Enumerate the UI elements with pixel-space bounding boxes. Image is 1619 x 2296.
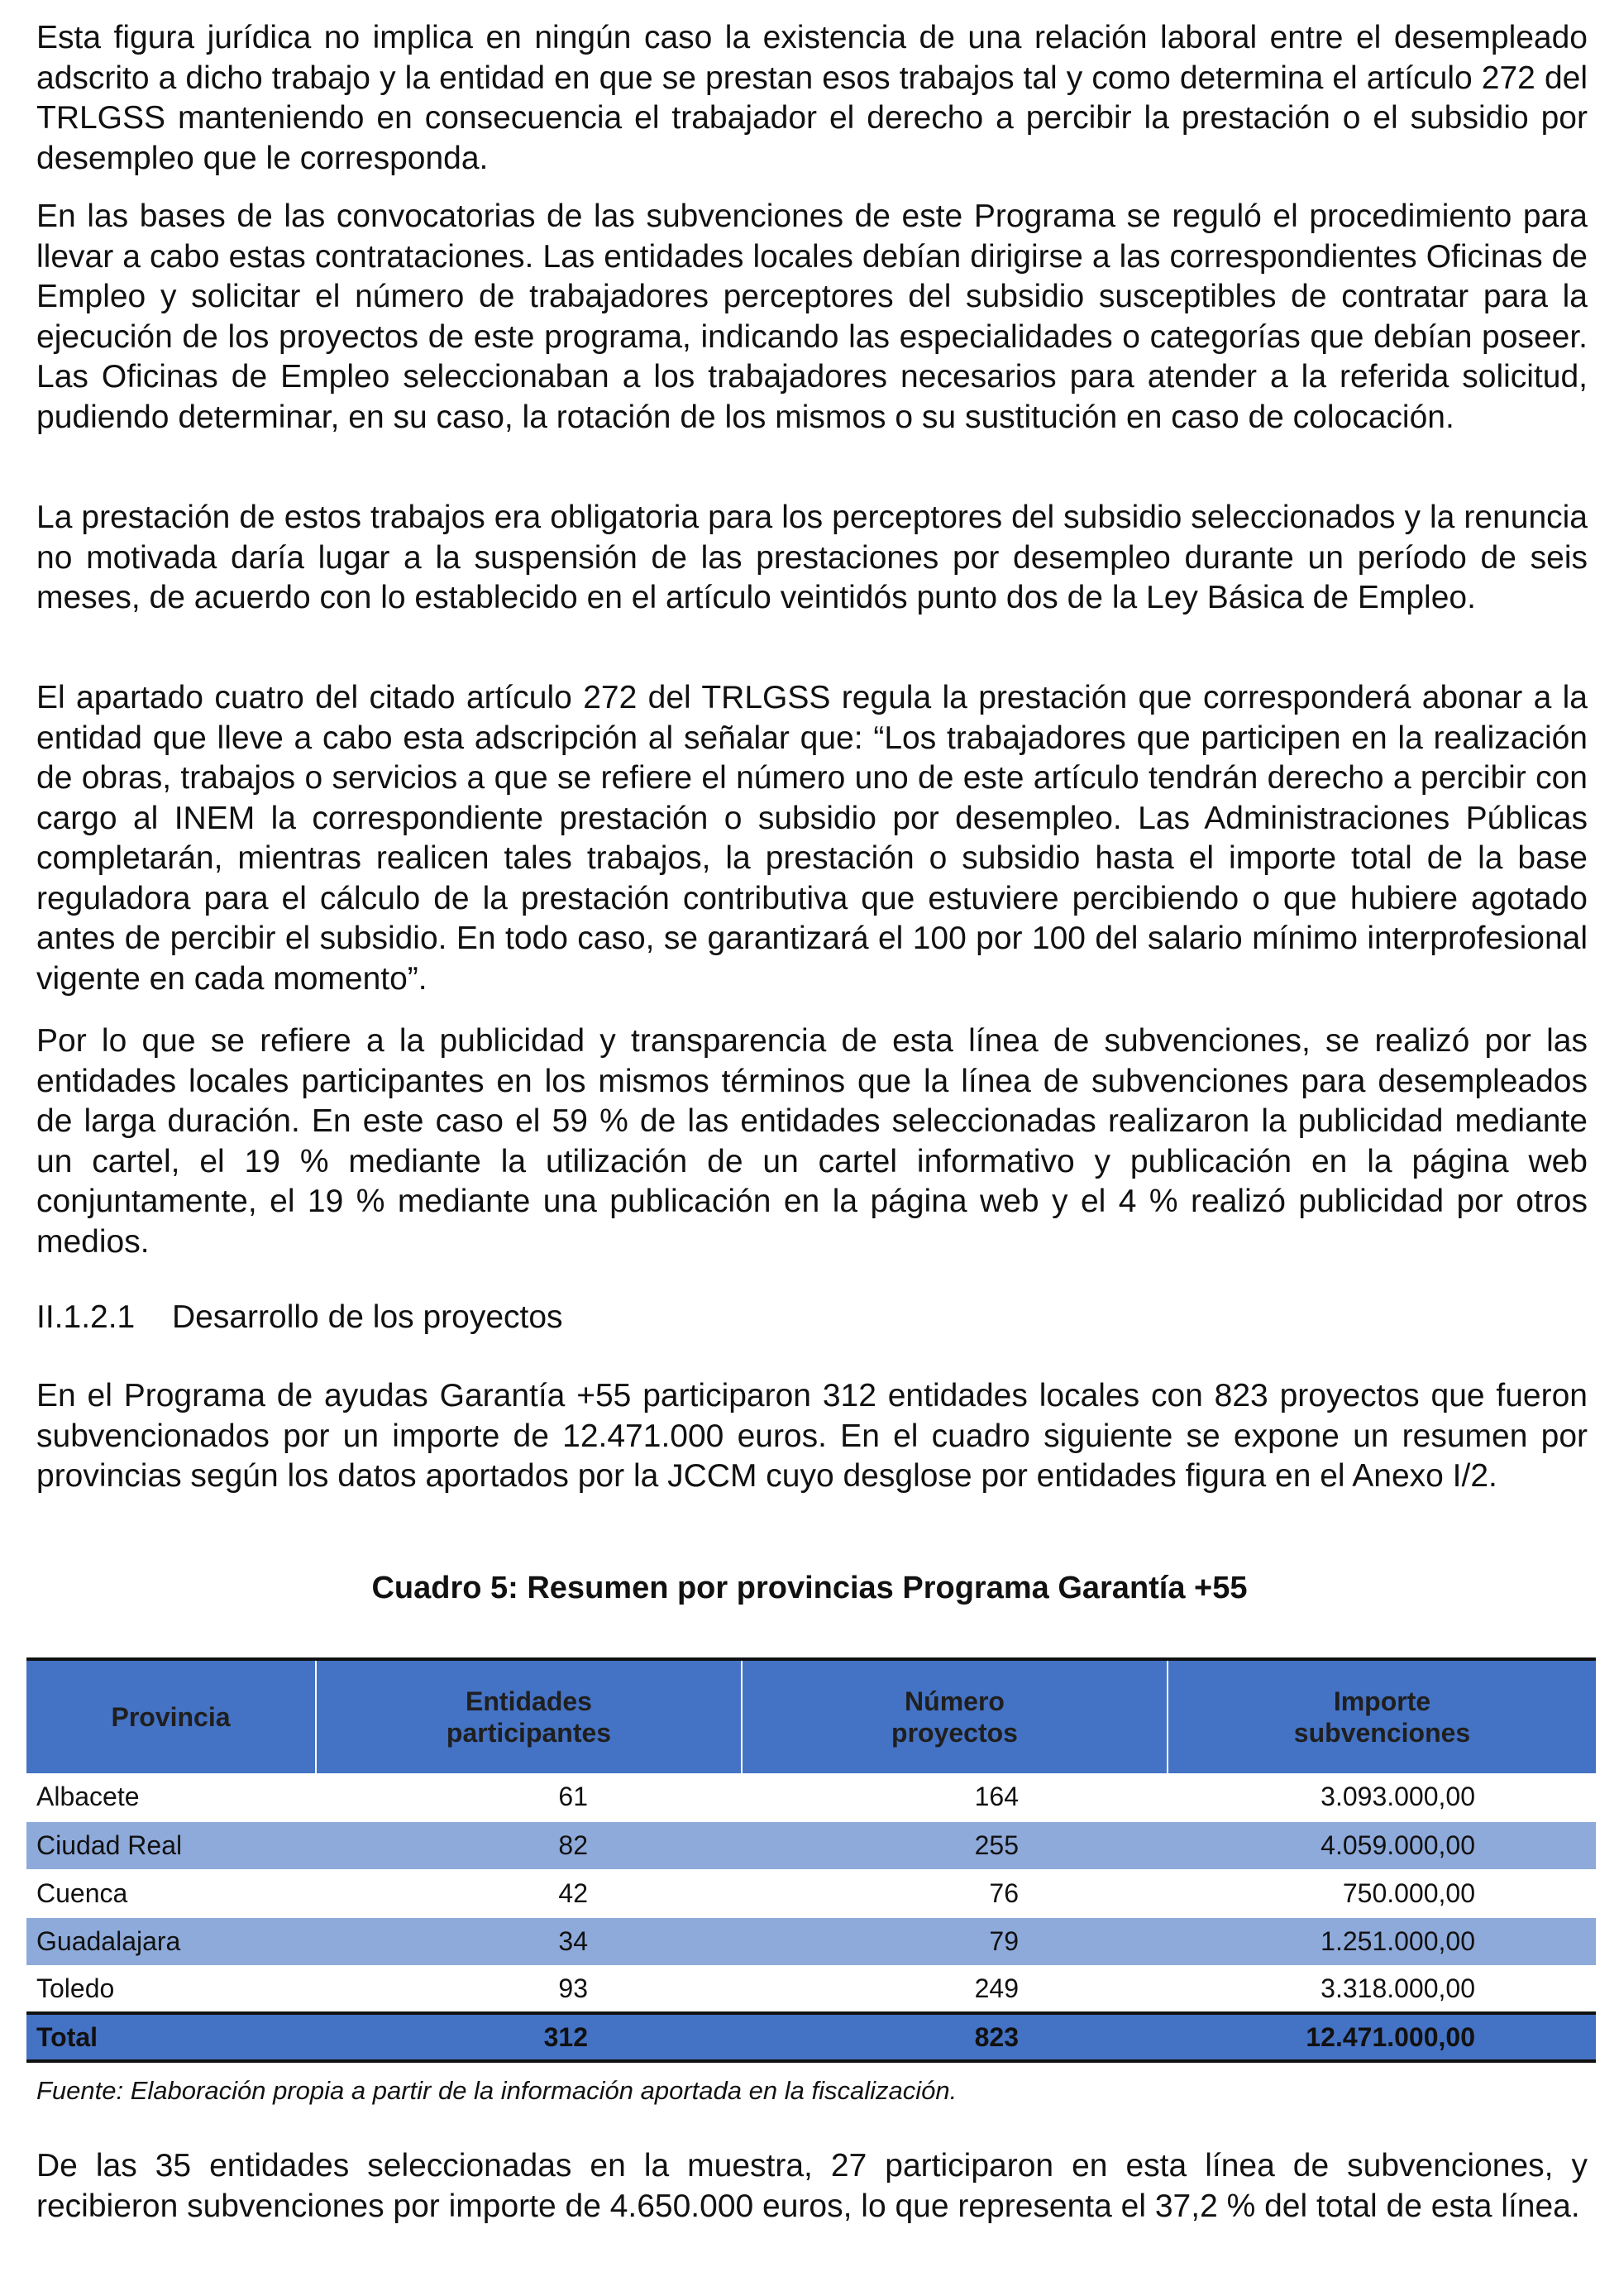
cell-proyectos: 79 <box>742 1917 1168 1965</box>
section-title: Desarrollo de los proyectos <box>172 1299 563 1335</box>
cell-proyectos: 249 <box>974 1973 1019 2003</box>
cell-total-label: Total <box>26 2013 316 2061</box>
cell-proyectos: 255 <box>742 1821 1168 1869</box>
cell-total-importe: 12.471.000,00 <box>1168 2013 1596 2061</box>
table-total-row <box>26 2013 1596 2061</box>
cell-provincia: Albacete <box>36 1782 140 1812</box>
cell-provincia: Guadalajara <box>26 1917 316 1965</box>
cell-importe: 3.093.000,00 <box>1321 1782 1475 1812</box>
paragraph-muestra: De las 35 entidades seleccionadas en la muestra, 27 participaron en esta línea de subvenciones, y recibieron subvenciones por importe de 4.650.000 euros, lo que representa el 37,2 % del total de esta línea. <box>36 2148 1588 2224</box>
cell-importe: 4.059.000,00 <box>1168 1821 1596 1869</box>
table-row <box>26 1869 1596 1917</box>
header-provincia: Provincia <box>26 1659 316 1773</box>
header-importe: Importe subvenciones <box>1168 1659 1596 1773</box>
cell-importe: 3.318.000,00 <box>1321 1973 1475 2003</box>
cell-provincia: Cuenca <box>36 1877 128 1908</box>
cell-entidades: 82 <box>316 1821 742 1869</box>
cell-total-proyectos: 823 <box>742 2013 1168 2061</box>
cell-entidades: 42 <box>558 1877 588 1908</box>
section-number: II.1.2.1 <box>36 1299 136 1335</box>
table-row <box>26 1773 1596 1821</box>
table-row <box>26 1917 1596 1965</box>
cell-proyectos: 76 <box>989 1877 1019 1908</box>
header-entidades: Entidades participantes <box>316 1659 742 1773</box>
cell-entidades: 34 <box>316 1917 742 1965</box>
table-row <box>26 1965 1596 2013</box>
cell-total-entidades: 312 <box>316 2013 742 2061</box>
cell-provincia: Ciudad Real <box>26 1821 316 1869</box>
paragraph-publicidad: Por lo que se refiere a la publicidad y transparencia de esta línea de subvenciones, se realizó por las entidades locales participantes en los mismos términos que la línea de subvenciones para desempleados de larga duración. En este caso el 59 % de las entidades seleccionadas realizaron la publicidad mediante un cartel, el 19 % mediante la utilización de un cartel informativo y publicación en la página web conjuntamente, el 19 % mediante una publicación en la página web y el 4 % realizó publicidad por otros medios. <box>36 1023 1588 1260</box>
table-row <box>26 1821 1596 1869</box>
table-caption: Cuadro 5: Resumen por provincias Programa Garantía +55 <box>371 1571 1248 1605</box>
paragraph-intro-programa: En el Programa de ayudas Garantía +55 participaron 312 entidades locales con 823 proyectos que fueron subvencionados por un importe de 12.471.000 euros. En el cuadro siguiente se expone un resumen por provincias según los datos aportados por la JCCM cuyo desglose por entidades figura en el Anexo I/2. <box>36 1378 1588 1494</box>
cell-provincia: Toledo <box>36 1973 115 2003</box>
summary-table <box>26 1657 1596 2063</box>
table-header-row <box>26 1659 1596 1773</box>
paragraph-bases-convocatorias: En las bases de las convocatorias de las subvenciones de este Programa se reguló el procedimiento para llevar a cabo estas contrataciones. Las entidades locales debían dirigirse a las correspondientes Oficinas de Empleo y solicitar el número de trabajadores perceptores del subsidio susceptibles de contratar para la ejecución de los proyectos de este programa, indicando las especialidades o categorías que debían poseer. Las Oficinas de Empleo seleccionaban a los trabajadores necesarios para atender a la referida solicitud, pudiendo determinar, en su caso, la rotación de los mismos o su sustitución en caso de colocación. <box>36 199 1588 435</box>
cell-importe: 750.000,00 <box>1342 1877 1475 1908</box>
section-heading <box>36 1297 563 1338</box>
cell-importe: 1.251.000,00 <box>1168 1917 1596 1965</box>
cell-proyectos: 164 <box>974 1782 1019 1812</box>
paragraph-apartado-cuatro: El apartado cuatro del citado artículo 272 del TRLGSS regula la prestación que corresponderá abonar a la entidad que lleve a cabo esta adscripción al señalar que: “Los trabajadores que participen en la realización de obras, trabajos o servicios a que se refiere el número uno de este artículo tendrán derecho a percibir con cargo al INEM la correspondiente prestación o subsidio por desempleo. Las Administraciones Públicas completarán, mientras realicen tales trabajos, la prestación o subsidio hasta el importe total de la base reguladora para el cálculo de la prestación contributiva que estuviere percibiendo o que hubiere agotado antes de percibir el subsidio. En todo caso, se garantizará el 100 por 100 del salario mínimo interprofesional vigente en cada momento”. <box>36 680 1588 997</box>
header-numero-proyectos: Número proyectos <box>742 1659 1168 1773</box>
paragraph-figura-juridica: Esta figura jurídica no implica en ningún caso la existencia de una relación laboral entre el desempleado adscrito a dicho trabajo y la entidad en que se prestan esos trabajos tal y como determina el artículo 272 del TRLGSS manteniendo en consecuencia el trabajador el derecho a percibir la prestación o el subsidio por desempleo que le corresponda. <box>36 20 1588 176</box>
cell-entidades: 93 <box>558 1973 588 2003</box>
table-source-note: Fuente: Elaboración propia a partir de la información aportada en la fiscalización. <box>36 2076 958 2105</box>
paragraph-prestacion-obligatoria: La prestación de estos trabajos era obligatoria para los perceptores del subsidio seleccionados y la renuncia no motivada daría lugar a la suspensión de las prestaciones por desempleo durante un período de seis meses, de acuerdo con lo establecido en el artículo veintidós punto dos de la Ley Básica de Empleo. <box>36 500 1588 615</box>
cell-entidades: 61 <box>558 1782 588 1812</box>
